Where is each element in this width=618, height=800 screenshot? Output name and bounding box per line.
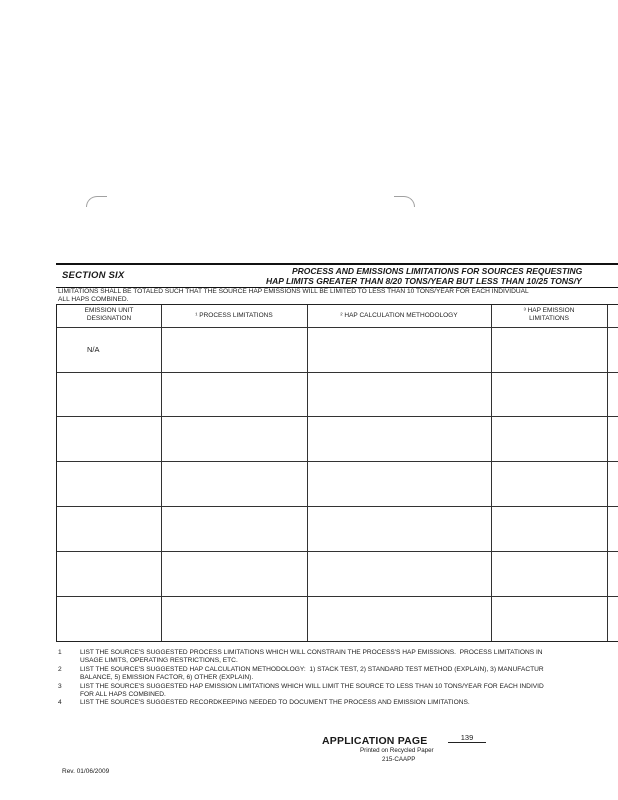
recycled-paper-note: Printed on Recycled Paper bbox=[360, 747, 434, 754]
limitations-table bbox=[56, 304, 618, 642]
row-divider bbox=[57, 416, 618, 417]
hole-punch-mark bbox=[394, 196, 415, 207]
section-title-line2: HAP LIMITS GREATER THAN 8/20 TONS/YEAR BUT LESS THAN 10/25 TONS/Y bbox=[266, 276, 582, 286]
column-divider bbox=[307, 305, 308, 641]
column-divider bbox=[161, 305, 162, 641]
col-header-emission-unit: EMISSION UNIT DESIGNATION bbox=[84, 307, 134, 322]
footnote-number: 2 bbox=[58, 665, 62, 673]
column-divider bbox=[491, 305, 492, 641]
section-title-line1: PROCESS AND EMISSIONS LIMITATIONS FOR SOURCES REQUESTING bbox=[292, 266, 583, 276]
application-page-number: 139 bbox=[448, 733, 486, 743]
col-header-hap-emission-limitations: ³ HAP EMISSION LIMITATIONS bbox=[523, 307, 575, 322]
row-divider bbox=[57, 461, 618, 462]
emission-unit-cell: N/A bbox=[87, 345, 100, 354]
footnote-text: LIST THE SOURCE'S SUGGESTED RECORDKEEPING NEEDED TO DOCUMENT THE PROCESS AND EMISSION LIMITATIONS. bbox=[80, 699, 470, 707]
footnotes bbox=[58, 649, 618, 708]
section-header bbox=[56, 263, 618, 288]
footnote-text: LIST THE SOURCE'S SUGGESTED HAP CALCULATION METHODOLOGY: 1) STACK TEST, 2) STANDARD TEST METHOD (EXPLAIN), 3) MANUFACTUR BALANCE, 5) EMISSION FACTOR, 6) OTHER (EXPLAIN). bbox=[80, 665, 544, 682]
footnote bbox=[58, 683, 618, 700]
form-number: 215-CAAPP bbox=[382, 756, 416, 763]
row-divider bbox=[57, 596, 618, 597]
col-header-hap-calculation: ² HAP CALCULATION METHODOLOGY bbox=[340, 312, 458, 319]
application-page-label: APPLICATION PAGE bbox=[322, 735, 428, 747]
revision-date: Rev. 01/06/2009 bbox=[62, 768, 110, 775]
footnote-number: 1 bbox=[58, 649, 62, 656]
section-label: SECTION SIX bbox=[62, 270, 125, 281]
row-divider bbox=[57, 506, 618, 507]
col-header-process-limitations: ¹ PROCESS LIMITATIONS bbox=[195, 312, 273, 319]
column-divider bbox=[607, 305, 608, 641]
footnote bbox=[58, 699, 618, 707]
hole-punch-mark bbox=[86, 196, 107, 207]
row-divider bbox=[57, 372, 618, 373]
limitations-instruction: LIMITATIONS SHALL BE TOTALED SUCH THAT THE SOURCE HAP EMISSIONS WILL BE LIMITED TO LESS THAN 10 TONS/YEAR FOR EACH INDIVIDUAL ALL HAPS COMBINED. bbox=[58, 288, 529, 303]
footnote bbox=[58, 649, 618, 666]
footnote-text: LIST THE SOURCE'S SUGGESTED PROCESS LIMITATIONS WHICH WILL CONSTRAIN THE PROCESS'S HAP EMISSIONS. PROCESS LIMITATIONS IN USAGE LIMITS, OPERATING RESTRICTIONS, ETC. bbox=[80, 649, 543, 665]
footnote bbox=[58, 666, 618, 683]
footnote-number: 3 bbox=[58, 682, 62, 690]
row-divider bbox=[57, 551, 618, 552]
footnote-number: 4 bbox=[58, 699, 62, 707]
footnote-text: LIST THE SOURCE'S SUGGESTED HAP EMISSION LIMITATIONS WHICH WILL LIMIT THE SOURCE TO LESS THAN 10 TONS/YEAR FOR EACH INDIVID FOR ALL HAPS COMBINED. bbox=[80, 682, 544, 699]
